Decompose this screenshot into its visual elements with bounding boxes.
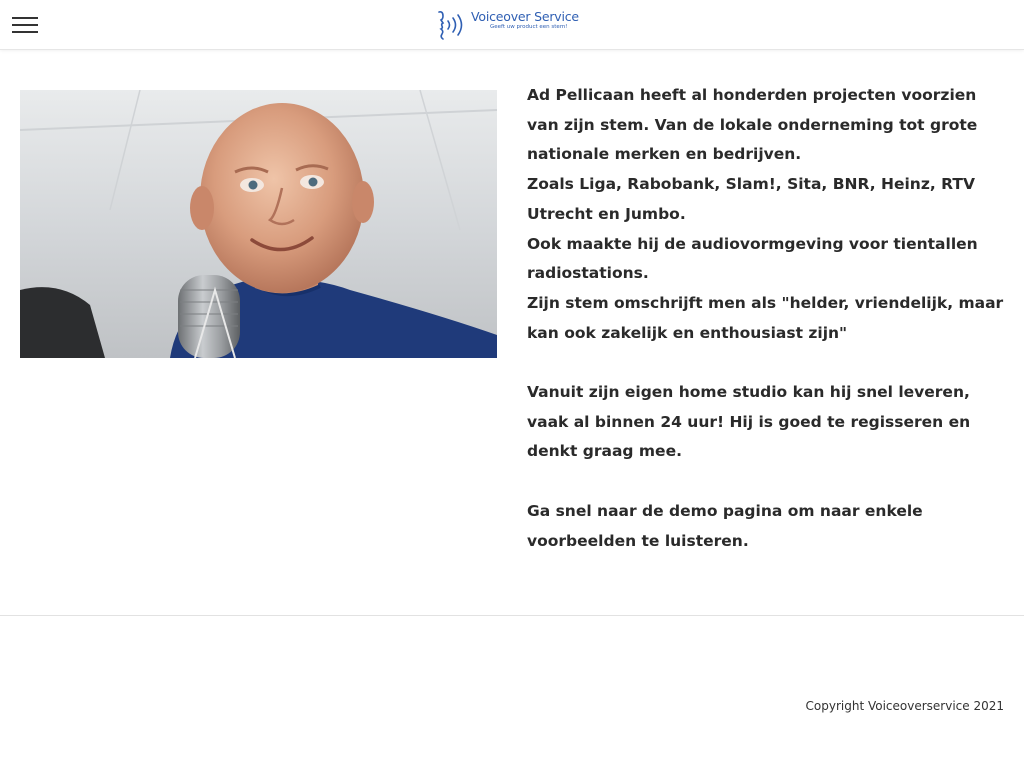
logo-title: Voiceover Service [471,9,579,24]
paragraph-clients: Zoals Liga, Rabobank, Slam!, Sita, BNR, Heinz, RTV Utrecht en Jumbo. [527,175,975,223]
menu-bar [12,17,38,19]
site-header [0,0,1024,50]
paragraph-spacer [527,467,1007,497]
paragraph-demo: Ga snel naar de demo pagina om naar enkele voorbeelden te luisteren. [527,501,923,550]
portrait-illustration [20,90,497,358]
paragraph-voice: Zijn stem omschrijft men als "helder, vriendelijk, maar kan ook zakelijk en enthousiast zijn" [527,293,1004,342]
paragraph-intro: Ad Pellicaan heeft al honderden projecten voorzien van zijn stem. Van de lokale onderneming tot grote nationale merken en bedrijven. [527,86,978,164]
site-logo[interactable] [433,6,585,42]
paragraph-studio: Vanuit zijn eigen home studio kan hij snel leveren, vaak al binnen 24 uur! Hij is goed te regisseren en denkt graag mee. [527,383,971,461]
menu-bar [12,31,38,33]
voice-waves-icon [433,8,469,42]
paragraph-spacer [527,348,1007,378]
logo-tagline: Geeft uw product een stem! [490,24,568,30]
footer-divider [0,615,1024,616]
menu-bar [12,24,38,26]
intro-text [527,81,1007,556]
paragraph-radio: Ook maakte hij de audiovormgeving voor tientallen radiostations. [527,234,978,283]
hamburger-menu-icon[interactable] [12,15,38,35]
copyright-text: Copyright Voiceoverservice 2021 [805,699,1004,713]
portrait-photo [20,90,497,358]
